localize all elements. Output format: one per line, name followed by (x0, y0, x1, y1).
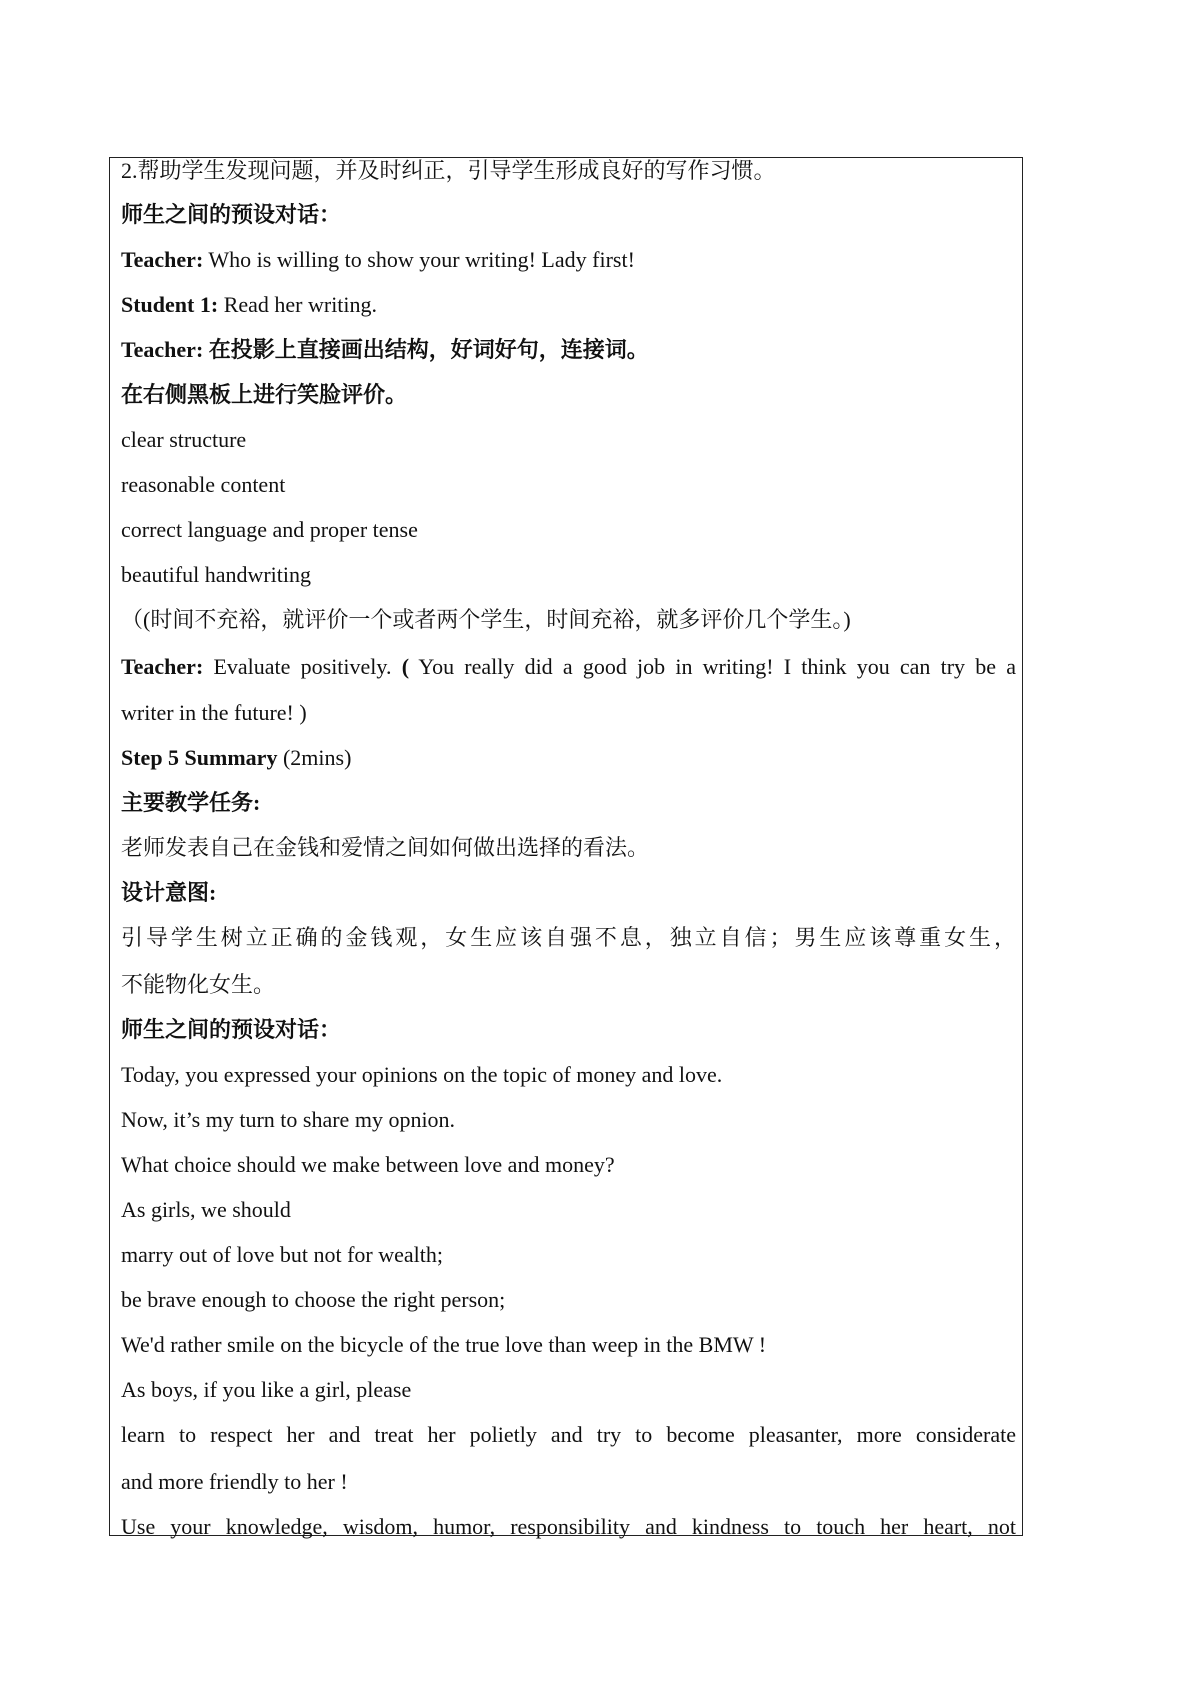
text-blackboard: 在右侧黑板上进行笑脸评价。 (121, 382, 408, 407)
summary-line-7: We'd rather smile on the bicycle of the true love than weep in the BMW ! (121, 1332, 767, 1357)
heading-dialogue: 师生之间的预设对话： (121, 202, 342, 227)
text-line-1: 2.帮助学生发现问题，并及时纠正，引导学生形成良好的写作习惯。 (121, 158, 776, 183)
summary-line-10: and more friendly to her ! (121, 1469, 348, 1494)
summary-line-2: Now, it’s my turn to share my opnion. (121, 1107, 456, 1132)
summary-line-6: be brave enough to choose the right person; (121, 1287, 506, 1312)
summary-line-3: What choice should we make between love and money? (121, 1152, 615, 1177)
summary-line-8: As boys, if you like a girl, please (121, 1377, 412, 1402)
heading-main-task: 主要教学任务: (121, 790, 261, 815)
summary-line-11: Use your knowledge, wisdom, humor, responsibility and kindness to touch her heart, not (121, 1514, 1016, 1539)
criteria-item-3: correct language and proper tense (121, 517, 418, 542)
heading-dialogue-2: 师生之间的预设对话： (121, 1017, 342, 1042)
criteria-item-2: reasonable content (121, 472, 286, 497)
criteria-item-1: clear structure (121, 427, 247, 452)
summary-line-9: learn to respect her and treat her polietly and try to become pleasanter, more considerate (121, 1422, 1016, 1447)
dialogue-teacher-3-cont: writer in the future! ) (121, 700, 307, 725)
step-5-heading: Step 5 Summary (2mins) (121, 745, 352, 770)
dialogue-student-1: Student 1: Read her writing. (121, 292, 378, 317)
summary-line-5: marry out of love but not for wealth; (121, 1242, 443, 1267)
dialogue-teacher-2: Teacher: 在投影上直接画出结构，好词好句，连接词。 (121, 337, 649, 362)
summary-line-1: Today, you expressed your opinions on the topic of money and love. (121, 1062, 723, 1087)
text-main-task: 老师发表自己在金钱和爱情之间如何做出选择的看法。 (121, 835, 650, 860)
dialogue-teacher-3: Teacher: Evaluate positively. ( You really did a good job in writing! I think you can try be a (121, 654, 1016, 679)
heading-design-intent: 设计意图: (121, 880, 217, 905)
text-design-intent: 引导学生树立正确的金钱观，女生应该自强不息，独立自信；男生应该尊重女生， (121, 925, 1016, 950)
summary-line-4: As girls, we should (121, 1197, 291, 1222)
dialogue-teacher-1: Teacher: Who is willing to show your writing! Lady first! (121, 247, 635, 272)
note-time: （(时间不充裕，就评价一个或者两个学生，时间充裕，就多评价几个学生。) (121, 607, 851, 632)
text-design-intent-cont: 不能物化女生。 (121, 972, 276, 997)
criteria-item-4: beautiful handwriting (121, 562, 312, 587)
